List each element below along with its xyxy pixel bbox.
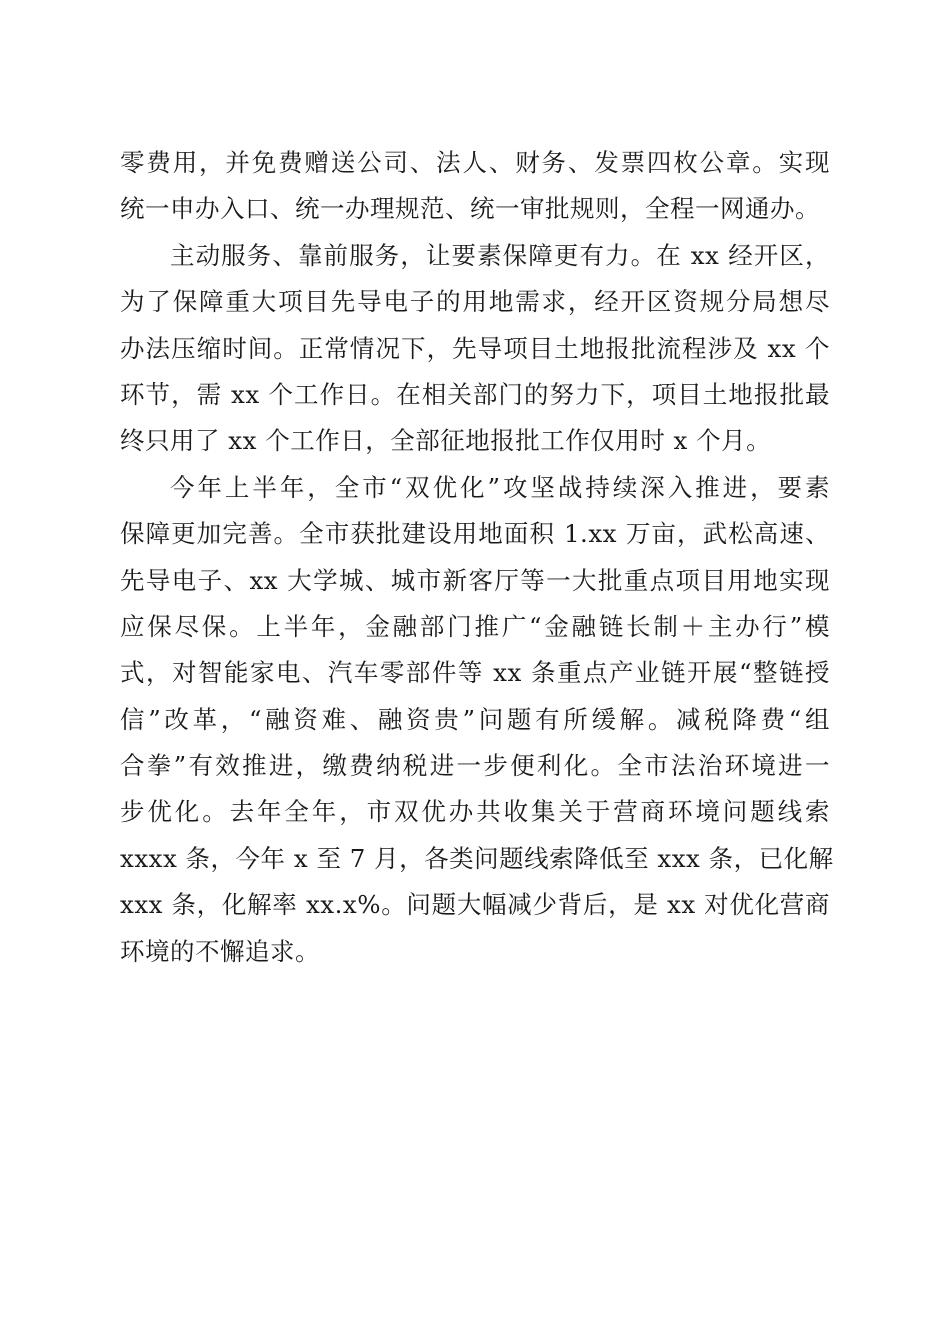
document-body — [120, 140, 834, 975]
text-line: 先导电子、xx 大学城、城市新客厅等一大批重点项目用地实现 — [120, 565, 830, 595]
text-line: 终只用了 xx 个工作日，全部征地报批工作仅用时 x 个月。 — [120, 426, 772, 456]
text-line: 信”改革，“融资难、融资贵”问题有所缓解。减税降费“组 — [120, 704, 830, 734]
text-line: 零费用，并免费赠送公司、法人、财务、发票四枚公章。实现 — [120, 148, 830, 177]
text-line: 今年上半年，全市“双优化”攻坚战持续深入推进，要素 — [170, 472, 830, 502]
text-line: 应保尽保。上半年，金融部门推广“金融链长制＋主办行”模 — [120, 611, 830, 641]
text-line: 步优化。去年全年，市双优办共收集关于营商环境问题线索 — [120, 797, 830, 827]
text-line: 环境的不懈追求。 — [120, 936, 320, 966]
text-line: 办法压缩时间。正常情况下，先导项目土地报批流程涉及 xx 个 — [120, 333, 830, 363]
paragraph-2 — [120, 233, 830, 465]
text-line: xxx 条，化解率 xx.x%。问题大幅减少背后，是 xx 对优化营商 — [120, 890, 830, 920]
text-line: 式，对智能家电、汽车零部件等 xx 条重点产业链开展“整链授 — [120, 658, 830, 688]
paragraph-3 — [120, 465, 834, 975]
text-line: 保障更加完善。全市获批建设用地面积 1.xx 万亩，武松高速、 — [120, 519, 830, 549]
text-line: 统一申办入口、统一办理规范、统一审批规则，全程一网通办。 — [120, 194, 820, 224]
text-line: 合拳”有效推进，缴费纳税进一步便利化。全市法治环境进一 — [120, 751, 830, 781]
text-line: 主动服务、靠前服务，让要素保障更有力。在 xx 经开区， — [170, 240, 830, 270]
text-line: xxxx 条，今年 x 至 7 月，各类问题线索降低至 xxx 条，已化解 — [120, 843, 834, 873]
text-line: 环节，需 xx 个工作日。在相关部门的努力下，项目土地报批最 — [120, 379, 830, 409]
paragraph-1 — [120, 140, 830, 233]
text-line: 为了保障重大项目先导电子的用地需求，经开区资规分局想尽 — [120, 287, 830, 317]
